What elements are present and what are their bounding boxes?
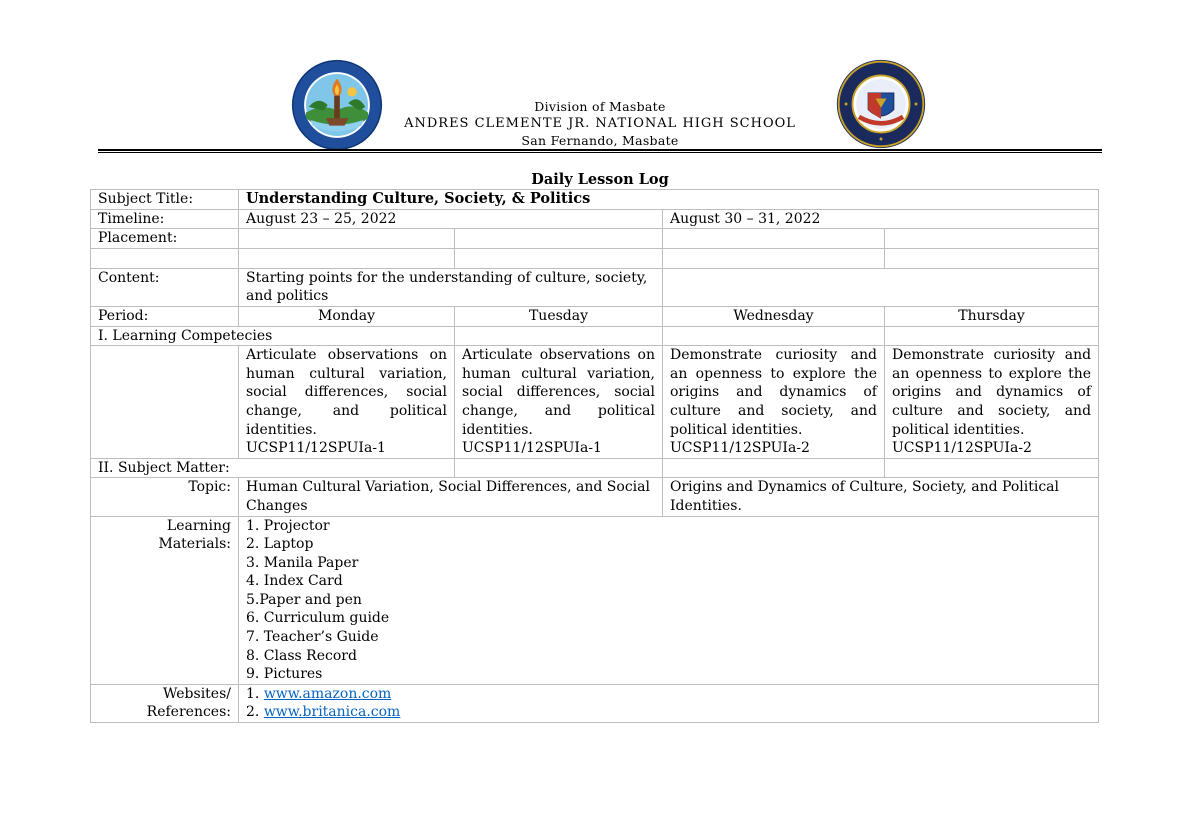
timeline-week-1: August 23 – 25, 2022 xyxy=(239,209,663,229)
table-row-topic xyxy=(91,478,1099,516)
school-identification xyxy=(0,98,1200,149)
websites-references-label xyxy=(91,684,239,722)
competency-text: Articulate observations on human cultural variation, social differences, social change, and political identities. xyxy=(246,347,447,438)
table-row-placement xyxy=(91,229,1099,249)
list-item: 1. Projector xyxy=(246,517,330,534)
school-name: ANDRES CLEMENTE JR. NATIONAL HIGH SCHOOL xyxy=(404,116,796,131)
topic-week-1: Human Cultural Variation, Social Differences, and Social Changes xyxy=(239,478,663,516)
blank-cell xyxy=(455,326,663,346)
day-tuesday: Tuesday xyxy=(455,306,663,326)
timeline-label: Timeline: xyxy=(91,209,239,229)
list-item: 3. Manila Paper xyxy=(246,554,359,571)
references-list xyxy=(239,684,1099,722)
document-title: Daily Lesson Log xyxy=(531,171,669,188)
list-item: 5.Paper and pen xyxy=(246,591,362,608)
blank-cell xyxy=(91,248,239,268)
placement-cell xyxy=(455,229,663,249)
reference-number: 1. xyxy=(246,685,260,702)
references-label-line: References: xyxy=(146,704,231,721)
table-row-competencies-header xyxy=(91,326,1099,346)
list-item: 6. Curriculum guide xyxy=(246,610,390,627)
list-item: 2. Laptop xyxy=(246,536,314,553)
table-row-materials xyxy=(91,516,1099,684)
competency-code: UCSP11/12SPUIa-1 xyxy=(246,440,386,457)
day-thursday: Thursday xyxy=(885,306,1099,326)
subject-title-label: Subject Title: xyxy=(91,190,239,210)
competency-code: UCSP11/12SPUIa-2 xyxy=(892,440,1032,457)
content-empty-cell xyxy=(663,268,1099,306)
document-header xyxy=(0,0,1200,155)
blank-cell xyxy=(455,458,663,478)
blank-cell xyxy=(885,326,1099,346)
blank-cell xyxy=(455,248,663,268)
blank-cell xyxy=(239,248,455,268)
daily-lesson-log-table xyxy=(90,189,1099,723)
topic-label: Topic: xyxy=(91,478,239,516)
timeline-week-2: August 30 – 31, 2022 xyxy=(663,209,1099,229)
list-item: 8. Class Record xyxy=(246,647,357,664)
list-item: 4. Index Card xyxy=(246,573,343,590)
subject-matter-label: II. Subject Matter: xyxy=(91,458,455,478)
list-item: 9. Pictures xyxy=(246,666,323,683)
header-divider-thin xyxy=(98,152,1102,153)
placement-cell xyxy=(239,229,455,249)
subject-title-value: Understanding Culture, Society, & Politics xyxy=(239,190,1099,210)
school-location: San Fernando, Masbate xyxy=(521,133,679,148)
competency-code: UCSP11/12SPUIa-1 xyxy=(462,440,602,457)
competency-code: UCSP11/12SPUIa-2 xyxy=(670,440,810,457)
list-item xyxy=(246,685,1091,704)
blank-cell xyxy=(885,458,1099,478)
list-item xyxy=(246,703,1091,722)
placement-label: Placement: xyxy=(91,229,239,249)
blank-cell xyxy=(663,248,885,268)
day-monday: Monday xyxy=(239,306,455,326)
competency-text: Demonstrate curiosity and an openness to explore the origins and dynamics of culture and society, and political identities. xyxy=(670,347,877,438)
table-row-blank xyxy=(91,248,1099,268)
competency-tuesday xyxy=(455,346,663,459)
competency-monday xyxy=(239,346,455,459)
blank-cell xyxy=(663,458,885,478)
learning-materials-label-line: Learning xyxy=(166,517,231,534)
table-row-period xyxy=(91,306,1099,326)
placement-cell xyxy=(663,229,885,249)
header-divider xyxy=(98,149,1102,151)
learning-materials-label-line: Materials: xyxy=(158,536,231,553)
period-label: Period: xyxy=(91,306,239,326)
competency-wednesday xyxy=(663,346,885,459)
reference-number: 2. xyxy=(246,704,260,721)
division-name: Division of Masbate xyxy=(534,99,666,114)
blank-cell xyxy=(885,248,1099,268)
reference-link-britannica[interactable]: www.britanica.com xyxy=(263,704,401,721)
blank-cell xyxy=(91,346,239,459)
competency-text: Demonstrate curiosity and an openness to explore the origins and dynamics of culture and society, and political identities. xyxy=(892,347,1092,438)
learning-competencies-label: I. Learning Competecies xyxy=(91,326,455,346)
reference-link-amazon[interactable]: www.amazon.com xyxy=(263,685,392,702)
content-value: Starting points for the understanding of culture, society, and politics xyxy=(239,268,663,306)
table-row-references xyxy=(91,684,1099,722)
table-row-subject-matter xyxy=(91,458,1099,478)
table-row-competencies xyxy=(91,346,1099,459)
competency-text: Articulate observations on human cultural variation, social differences, social change, and political identities. xyxy=(462,347,655,438)
blank-cell xyxy=(663,326,885,346)
table-row-content xyxy=(91,268,1099,306)
table-row-timeline xyxy=(91,209,1099,229)
learning-materials-label xyxy=(91,516,239,684)
table-row-subject xyxy=(91,190,1099,210)
learning-materials-list xyxy=(239,516,1099,684)
placement-cell xyxy=(885,229,1099,249)
list-item: 7. Teacher’s Guide xyxy=(246,629,379,646)
competency-thursday xyxy=(885,346,1099,459)
content-label: Content: xyxy=(91,268,239,306)
topic-week-2: Origins and Dynamics of Culture, Society, and Political Identities. xyxy=(663,478,1099,516)
websites-label-line: Websites/ xyxy=(163,685,231,702)
day-wednesday: Wednesday xyxy=(663,306,885,326)
